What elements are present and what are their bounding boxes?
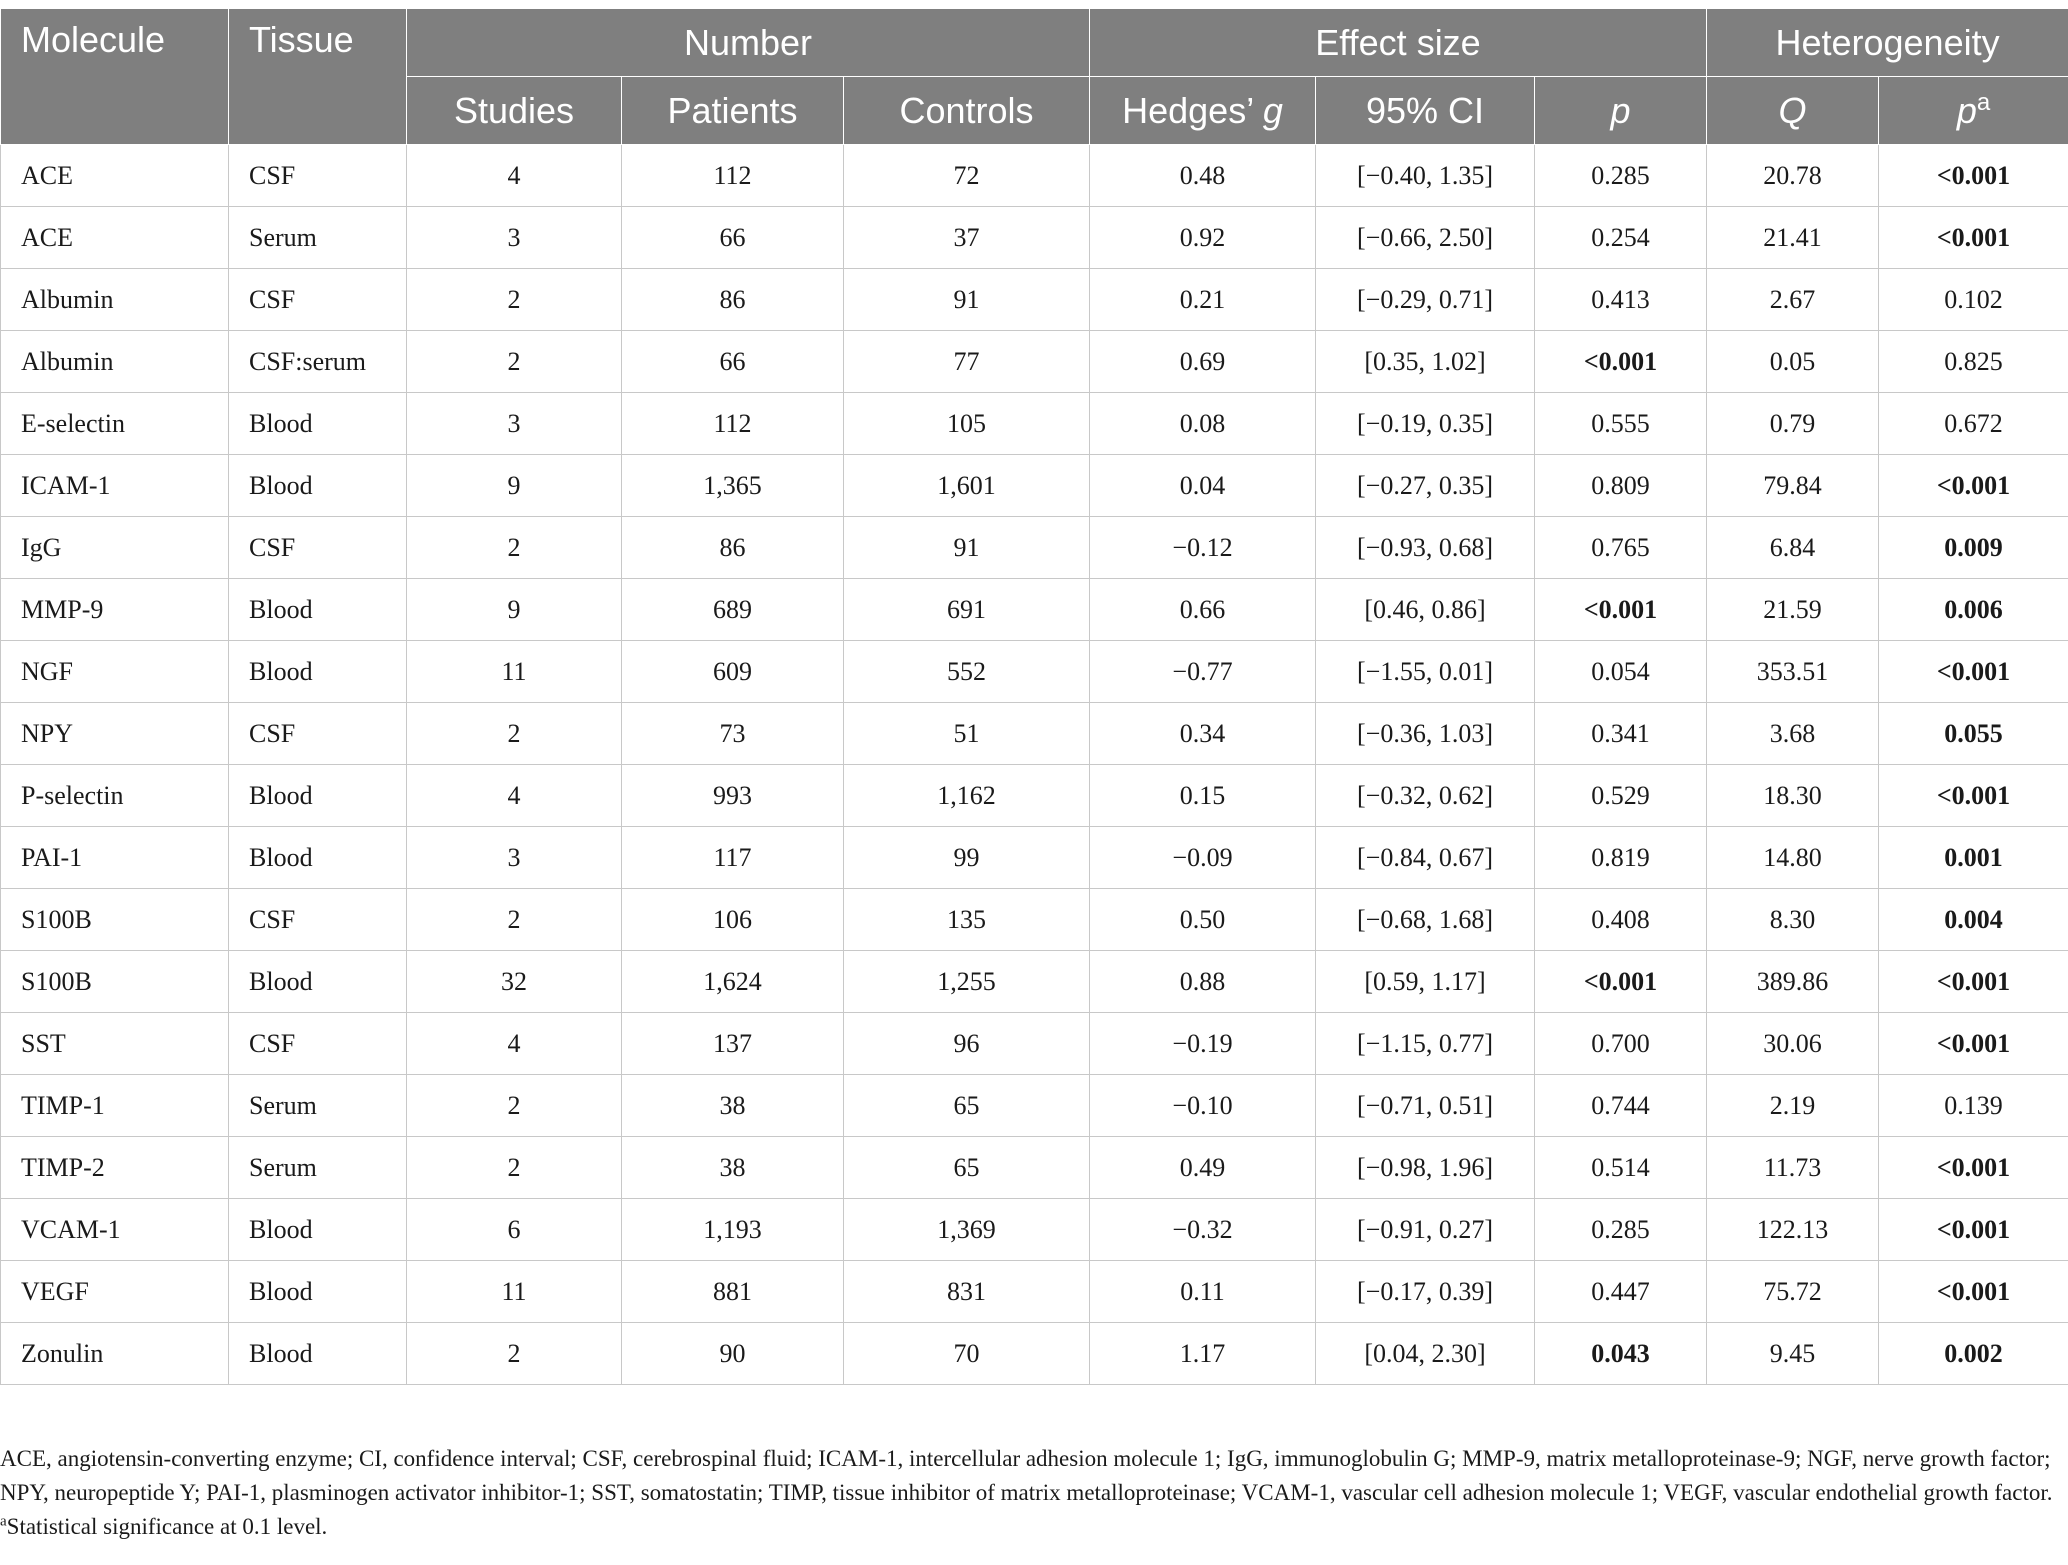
cell-p: 0.254 [1535,207,1707,269]
cell-q: 0.79 [1707,393,1879,455]
cell-p: 0.514 [1535,1137,1707,1199]
table-row [1,207,2068,269]
header-heterogeneity: Heterogeneity [1707,9,2068,77]
header-studies: Studies [407,77,622,145]
cell-patients: 1,365 [622,455,844,517]
cell-ci: [0.59, 1.17] [1316,951,1535,1013]
cell-pa: <0.001 [1879,1137,2068,1199]
cell-patients: 66 [622,207,844,269]
table-row [1,1199,2068,1261]
header-number: Number [407,9,1090,77]
cell-controls: 70 [844,1323,1090,1385]
table-row [1,1075,2068,1137]
cell-pa: <0.001 [1879,145,2068,207]
cell-tissue: Serum [229,1075,407,1137]
cell-p: 0.744 [1535,1075,1707,1137]
table-row [1,1323,2068,1385]
cell-ci: [−0.66, 2.50] [1316,207,1535,269]
cell-p: 0.413 [1535,269,1707,331]
cell-hedges-g: −0.19 [1090,1013,1316,1075]
cell-pa: 0.004 [1879,889,2068,951]
cell-studies: 6 [407,1199,622,1261]
cell-studies: 2 [407,269,622,331]
cell-controls: 65 [844,1137,1090,1199]
table-row [1,765,2068,827]
cell-molecule: NGF [1,641,229,703]
cell-patients: 993 [622,765,844,827]
cell-molecule: TIMP-1 [1,1075,229,1137]
cell-pa: <0.001 [1879,1261,2068,1323]
header-effect-size: Effect size [1090,9,1707,77]
cell-q: 14.80 [1707,827,1879,889]
cell-patients: 609 [622,641,844,703]
cell-tissue: Blood [229,579,407,641]
cell-studies: 3 [407,393,622,455]
cell-hedges-g: 0.50 [1090,889,1316,951]
cell-p: <0.001 [1535,331,1707,393]
cell-hedges-g: 0.69 [1090,331,1316,393]
cell-hedges-g: −0.32 [1090,1199,1316,1261]
cell-ci: [−0.91, 0.27] [1316,1199,1535,1261]
cell-patients: 117 [622,827,844,889]
cell-studies: 3 [407,207,622,269]
table-row [1,331,2068,393]
cell-molecule: Albumin [1,331,229,393]
cell-patients: 38 [622,1137,844,1199]
cell-q: 75.72 [1707,1261,1879,1323]
header-hedges-g-italic: g [1262,89,1283,131]
cell-hedges-g: 0.49 [1090,1137,1316,1199]
results-table [0,8,2068,1385]
cell-q: 11.73 [1707,1137,1879,1199]
cell-molecule: ACE [1,207,229,269]
cell-controls: 96 [844,1013,1090,1075]
header-hedges-g [1090,77,1316,145]
cell-studies: 2 [407,703,622,765]
cell-hedges-g: 1.17 [1090,1323,1316,1385]
cell-hedges-g: −0.10 [1090,1075,1316,1137]
cell-pa: <0.001 [1879,455,2068,517]
cell-patients: 689 [622,579,844,641]
cell-hedges-g: 0.04 [1090,455,1316,517]
cell-studies: 9 [407,455,622,517]
cell-controls: 37 [844,207,1090,269]
cell-molecule: MMP-9 [1,579,229,641]
cell-controls: 1,369 [844,1199,1090,1261]
header-pa-sup: a [1976,88,1991,116]
cell-molecule: ACE [1,145,229,207]
cell-molecule: Zonulin [1,1323,229,1385]
header-pa-italic: p [1956,89,1977,131]
cell-ci: [−0.27, 0.35] [1316,455,1535,517]
cell-q: 20.78 [1707,145,1879,207]
cell-ci: [−0.19, 0.35] [1316,393,1535,455]
cell-q: 2.19 [1707,1075,1879,1137]
cell-controls: 691 [844,579,1090,641]
table-row [1,951,2068,1013]
cell-ci: [0.35, 1.02] [1316,331,1535,393]
cell-p: 0.819 [1535,827,1707,889]
cell-pa: 0.055 [1879,703,2068,765]
cell-patients: 86 [622,269,844,331]
cell-studies: 2 [407,1075,622,1137]
cell-q: 6.84 [1707,517,1879,579]
cell-tissue: Blood [229,1323,407,1385]
header-p-italic: p [1610,89,1631,131]
cell-patients: 38 [622,1075,844,1137]
cell-ci: [0.04, 2.30] [1316,1323,1535,1385]
cell-molecule: S100B [1,951,229,1013]
cell-pa: <0.001 [1879,951,2068,1013]
cell-q: 21.41 [1707,207,1879,269]
cell-controls: 99 [844,827,1090,889]
cell-q: 389.86 [1707,951,1879,1013]
cell-p: 0.765 [1535,517,1707,579]
cell-ci: [−0.40, 1.35] [1316,145,1535,207]
cell-hedges-g: −0.12 [1090,517,1316,579]
cell-pa: <0.001 [1879,207,2068,269]
cell-molecule: Albumin [1,269,229,331]
cell-ci: [−0.32, 0.62] [1316,765,1535,827]
table-row [1,1013,2068,1075]
cell-ci: [−0.93, 0.68] [1316,517,1535,579]
cell-tissue: Blood [229,1199,407,1261]
cell-molecule: ICAM-1 [1,455,229,517]
cell-molecule: VEGF [1,1261,229,1323]
table-row [1,889,2068,951]
cell-ci: [−1.15, 0.77] [1316,1013,1535,1075]
cell-patients: 1,624 [622,951,844,1013]
cell-controls: 831 [844,1261,1090,1323]
cell-patients: 1,193 [622,1199,844,1261]
cell-p: 0.054 [1535,641,1707,703]
cell-ci: [−0.84, 0.67] [1316,827,1535,889]
cell-studies: 2 [407,889,622,951]
cell-hedges-g: 0.15 [1090,765,1316,827]
cell-studies: 3 [407,827,622,889]
cell-controls: 105 [844,393,1090,455]
cell-controls: 1,601 [844,455,1090,517]
header-molecule: Molecule [1,9,229,145]
cell-controls: 77 [844,331,1090,393]
cell-ci: [−0.29, 0.71] [1316,269,1535,331]
cell-q: 2.67 [1707,269,1879,331]
cell-hedges-g: 0.66 [1090,579,1316,641]
cell-pa: 0.102 [1879,269,2068,331]
cell-controls: 552 [844,641,1090,703]
cell-hedges-g: 0.92 [1090,207,1316,269]
cell-hedges-g: 0.08 [1090,393,1316,455]
table-row [1,145,2068,207]
table-body [1,145,2068,1385]
cell-q: 9.45 [1707,1323,1879,1385]
cell-ci: [−0.36, 1.03] [1316,703,1535,765]
cell-hedges-g: 0.11 [1090,1261,1316,1323]
header-pa [1879,77,2068,145]
table-row [1,517,2068,579]
cell-tissue: Blood [229,1261,407,1323]
cell-tissue: CSF [229,145,407,207]
cell-patients: 137 [622,1013,844,1075]
cell-pa: 0.672 [1879,393,2068,455]
cell-patients: 106 [622,889,844,951]
cell-studies: 32 [407,951,622,1013]
cell-tissue: Blood [229,827,407,889]
cell-ci: [−0.98, 1.96] [1316,1137,1535,1199]
cell-tissue: CSF [229,269,407,331]
cell-molecule: PAI-1 [1,827,229,889]
cell-p: 0.285 [1535,145,1707,207]
cell-tissue: Blood [229,951,407,1013]
cell-p: 0.555 [1535,393,1707,455]
cell-controls: 135 [844,889,1090,951]
cell-ci: [−0.68, 1.68] [1316,889,1535,951]
cell-q: 8.30 [1707,889,1879,951]
cell-hedges-g: 0.88 [1090,951,1316,1013]
table-row [1,703,2068,765]
cell-p: 0.529 [1535,765,1707,827]
header-patients: Patients [622,77,844,145]
cell-molecule: IgG [1,517,229,579]
table-row [1,1261,2068,1323]
cell-molecule: NPY [1,703,229,765]
cell-hedges-g: 0.34 [1090,703,1316,765]
header-p [1535,77,1707,145]
table-row [1,393,2068,455]
cell-studies: 4 [407,1013,622,1075]
cell-molecule: P-selectin [1,765,229,827]
cell-pa: 0.825 [1879,331,2068,393]
cell-patients: 112 [622,393,844,455]
cell-p: 0.700 [1535,1013,1707,1075]
cell-p: 0.408 [1535,889,1707,951]
cell-tissue: Blood [229,641,407,703]
cell-q: 0.05 [1707,331,1879,393]
cell-hedges-g: −0.09 [1090,827,1316,889]
table-row [1,827,2068,889]
cell-tissue: Blood [229,455,407,517]
cell-pa: <0.001 [1879,641,2068,703]
cell-p: 0.043 [1535,1323,1707,1385]
cell-pa: 0.001 [1879,827,2068,889]
cell-tissue: CSF [229,703,407,765]
cell-ci: [−0.17, 0.39] [1316,1261,1535,1323]
cell-p: 0.341 [1535,703,1707,765]
header-q [1707,77,1879,145]
cell-controls: 91 [844,269,1090,331]
cell-controls: 51 [844,703,1090,765]
cell-studies: 11 [407,641,622,703]
cell-controls: 72 [844,145,1090,207]
cell-p: 0.285 [1535,1199,1707,1261]
table-row [1,455,2068,517]
header-hedges-prefix: Hedges’ [1122,89,1263,131]
cell-controls: 65 [844,1075,1090,1137]
cell-tissue: Serum [229,1137,407,1199]
cell-patients: 112 [622,145,844,207]
cell-patients: 86 [622,517,844,579]
cell-pa: <0.001 [1879,765,2068,827]
cell-patients: 881 [622,1261,844,1323]
table-row [1,579,2068,641]
cell-studies: 2 [407,1323,622,1385]
header-ci: 95% CI [1316,77,1535,145]
table-row [1,269,2068,331]
cell-pa: <0.001 [1879,1013,2068,1075]
footnote-sup: a [0,1513,7,1530]
cell-studies: 4 [407,765,622,827]
cell-tissue: CSF [229,517,407,579]
footnote-text: ACE, angiotensin-converting enzyme; CI, confidence interval; CSF, cerebrospinal fluid; ICAM-1, intercellular adhesion molecule 1; IgG, immunoglobulin G; MMP-9, matrix metalloproteinase-9; NGF, nerve growth factor; NPY, neuropeptide Y; PAI-1, plasminogen activator inhibitor-1; SST, somatostatin; TIMP, tissue inhibitor of matrix metalloproteinase; VCAM-1, vascular cell adhesion molecule 1; VEGF, vascular endothelial growth factor. [0,1446,2053,1505]
footnote [0,1442,2060,1544]
cell-controls: 1,255 [844,951,1090,1013]
cell-controls: 91 [844,517,1090,579]
cell-q: 122.13 [1707,1199,1879,1261]
cell-patients: 66 [622,331,844,393]
cell-studies: 2 [407,1137,622,1199]
cell-pa: 0.002 [1879,1323,2068,1385]
cell-hedges-g: 0.48 [1090,145,1316,207]
cell-patients: 73 [622,703,844,765]
cell-p: <0.001 [1535,951,1707,1013]
cell-tissue: Blood [229,765,407,827]
cell-molecule: S100B [1,889,229,951]
cell-q: 21.59 [1707,579,1879,641]
cell-studies: 11 [407,1261,622,1323]
cell-molecule: TIMP-2 [1,1137,229,1199]
cell-pa: 0.009 [1879,517,2068,579]
cell-hedges-g: 0.21 [1090,269,1316,331]
cell-q: 30.06 [1707,1013,1879,1075]
cell-q: 18.30 [1707,765,1879,827]
cell-molecule: SST [1,1013,229,1075]
cell-p: 0.809 [1535,455,1707,517]
cell-ci: [−0.71, 0.51] [1316,1075,1535,1137]
cell-q: 79.84 [1707,455,1879,517]
cell-tissue: Blood [229,393,407,455]
cell-molecule: E-selectin [1,393,229,455]
cell-p: 0.447 [1535,1261,1707,1323]
cell-tissue: Serum [229,207,407,269]
cell-ci: [−1.55, 0.01] [1316,641,1535,703]
cell-studies: 2 [407,517,622,579]
cell-patients: 90 [622,1323,844,1385]
cell-q: 353.51 [1707,641,1879,703]
cell-pa: <0.001 [1879,1199,2068,1261]
cell-controls: 1,162 [844,765,1090,827]
cell-hedges-g: −0.77 [1090,641,1316,703]
cell-pa: 0.006 [1879,579,2068,641]
cell-q: 3.68 [1707,703,1879,765]
cell-molecule: VCAM-1 [1,1199,229,1261]
cell-studies: 4 [407,145,622,207]
header-q-italic: Q [1778,89,1807,131]
footnote-sup-text: Statistical significance at 0.1 level. [6,1514,328,1539]
table-row [1,641,2068,703]
cell-tissue: CSF [229,889,407,951]
cell-tissue: CSF:serum [229,331,407,393]
table-row [1,1137,2068,1199]
cell-p: <0.001 [1535,579,1707,641]
cell-tissue: CSF [229,1013,407,1075]
cell-studies: 2 [407,331,622,393]
header-tissue: Tissue [229,9,407,145]
cell-ci: [0.46, 0.86] [1316,579,1535,641]
cell-pa: 0.139 [1879,1075,2068,1137]
cell-studies: 9 [407,579,622,641]
header-controls: Controls [844,77,1090,145]
